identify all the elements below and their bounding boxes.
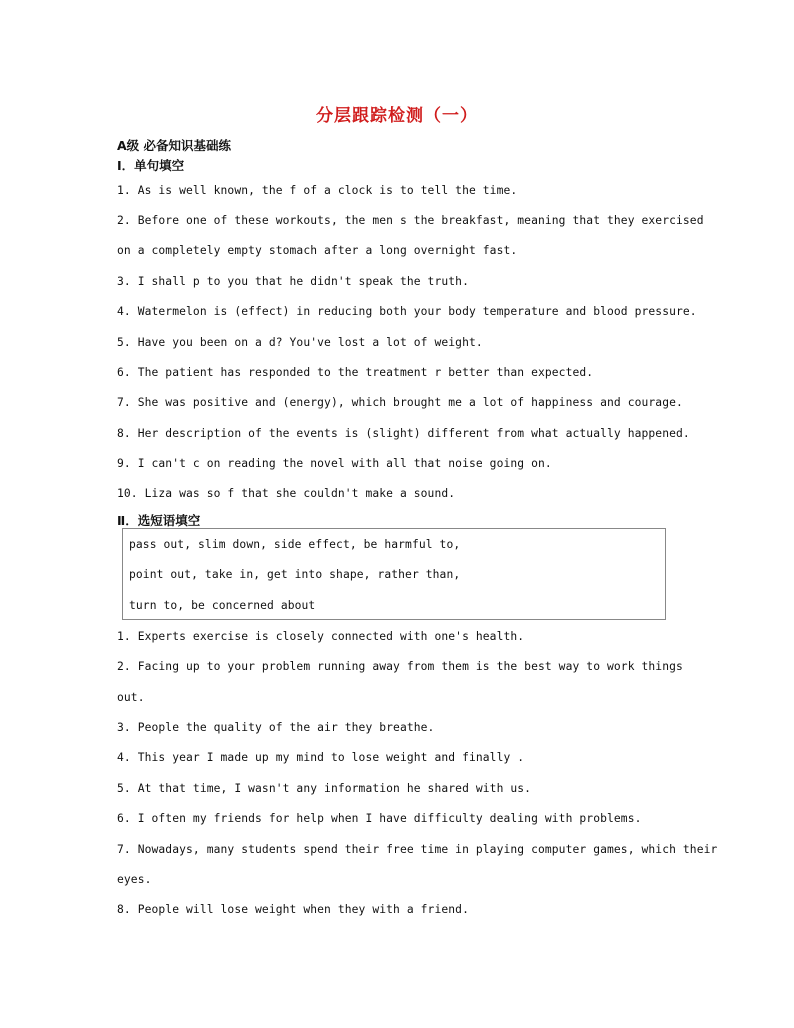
- section-1-item-3: 3. I shall p to you that he didn't speak the truth.: [117, 275, 469, 288]
- phrase-bank-line-2: point out, take in, get into shape, rather than,: [129, 568, 461, 581]
- section-1-item-2-continued: on a completely empty stomach after a long overnight fast.: [117, 244, 518, 257]
- section-2-heading: Ⅱ．选短语填空: [117, 513, 201, 528]
- section-2-item-3: 3. People the quality of the air they breathe.: [117, 721, 435, 734]
- section-1-item-5: 5. Have you been on a d? You've lost a lot of weight.: [117, 336, 483, 349]
- section-2-item-5: 5. At that time, I wasn't any information he shared with us.: [117, 782, 532, 795]
- section-1-item-8: 8. Her description of the events is (slight) different from what actually happened.: [117, 427, 690, 440]
- section-1-item-7: 7. She was positive and (energy), which brought me a lot of happiness and courage.: [117, 396, 683, 409]
- section-2-item-4: 4. This year I made up my mind to lose weight and finally .: [117, 751, 525, 764]
- phrase-bank-box: [122, 528, 666, 620]
- phrase-bank-line-1: pass out, slim down, side effect, be harmful to,: [129, 538, 461, 551]
- section-2-item-8: 8. People will lose weight when they with a friend.: [117, 903, 469, 916]
- section-1-item-2: 2. Before one of these workouts, the men s the breakfast, meaning that they exercised: [117, 214, 704, 227]
- section-1-item-4: 4. Watermelon is (effect) in reducing both your body temperature and blood pressure.: [117, 305, 697, 318]
- section-1-item-1: 1. As is well known, the f of a clock is to tell the time.: [117, 184, 518, 197]
- section-2-item-6: 6. I often my friends for help when I have difficulty dealing with problems.: [117, 812, 642, 825]
- section-2-item-1: 1. Experts exercise is closely connected with one's health.: [117, 630, 525, 643]
- section-1-item-9: 9. I can't c on reading the novel with all that noise going on.: [117, 457, 552, 470]
- phrase-bank-line-3: turn to, be concerned about: [129, 599, 316, 612]
- page-title: 分层跟踪检测（一）: [316, 106, 478, 126]
- section-2-item-2-continued: out.: [117, 691, 145, 704]
- section-1-heading: Ⅰ．单句填空: [117, 158, 185, 173]
- section-2-item-7: 7. Nowadays, many students spend their free time in playing computer games, which their: [117, 843, 718, 856]
- section-1-item-6: 6. The patient has responded to the treatment r better than expected.: [117, 366, 594, 379]
- section-2-item-7-continued: eyes.: [117, 873, 152, 886]
- level-heading: A级 必备知识基础练: [117, 138, 232, 153]
- section-1-item-10: 10. Liza was so f that she couldn't make a sound.: [117, 487, 456, 500]
- section-2-item-2: 2. Facing up to your problem running away from them is the best way to work things: [117, 660, 683, 673]
